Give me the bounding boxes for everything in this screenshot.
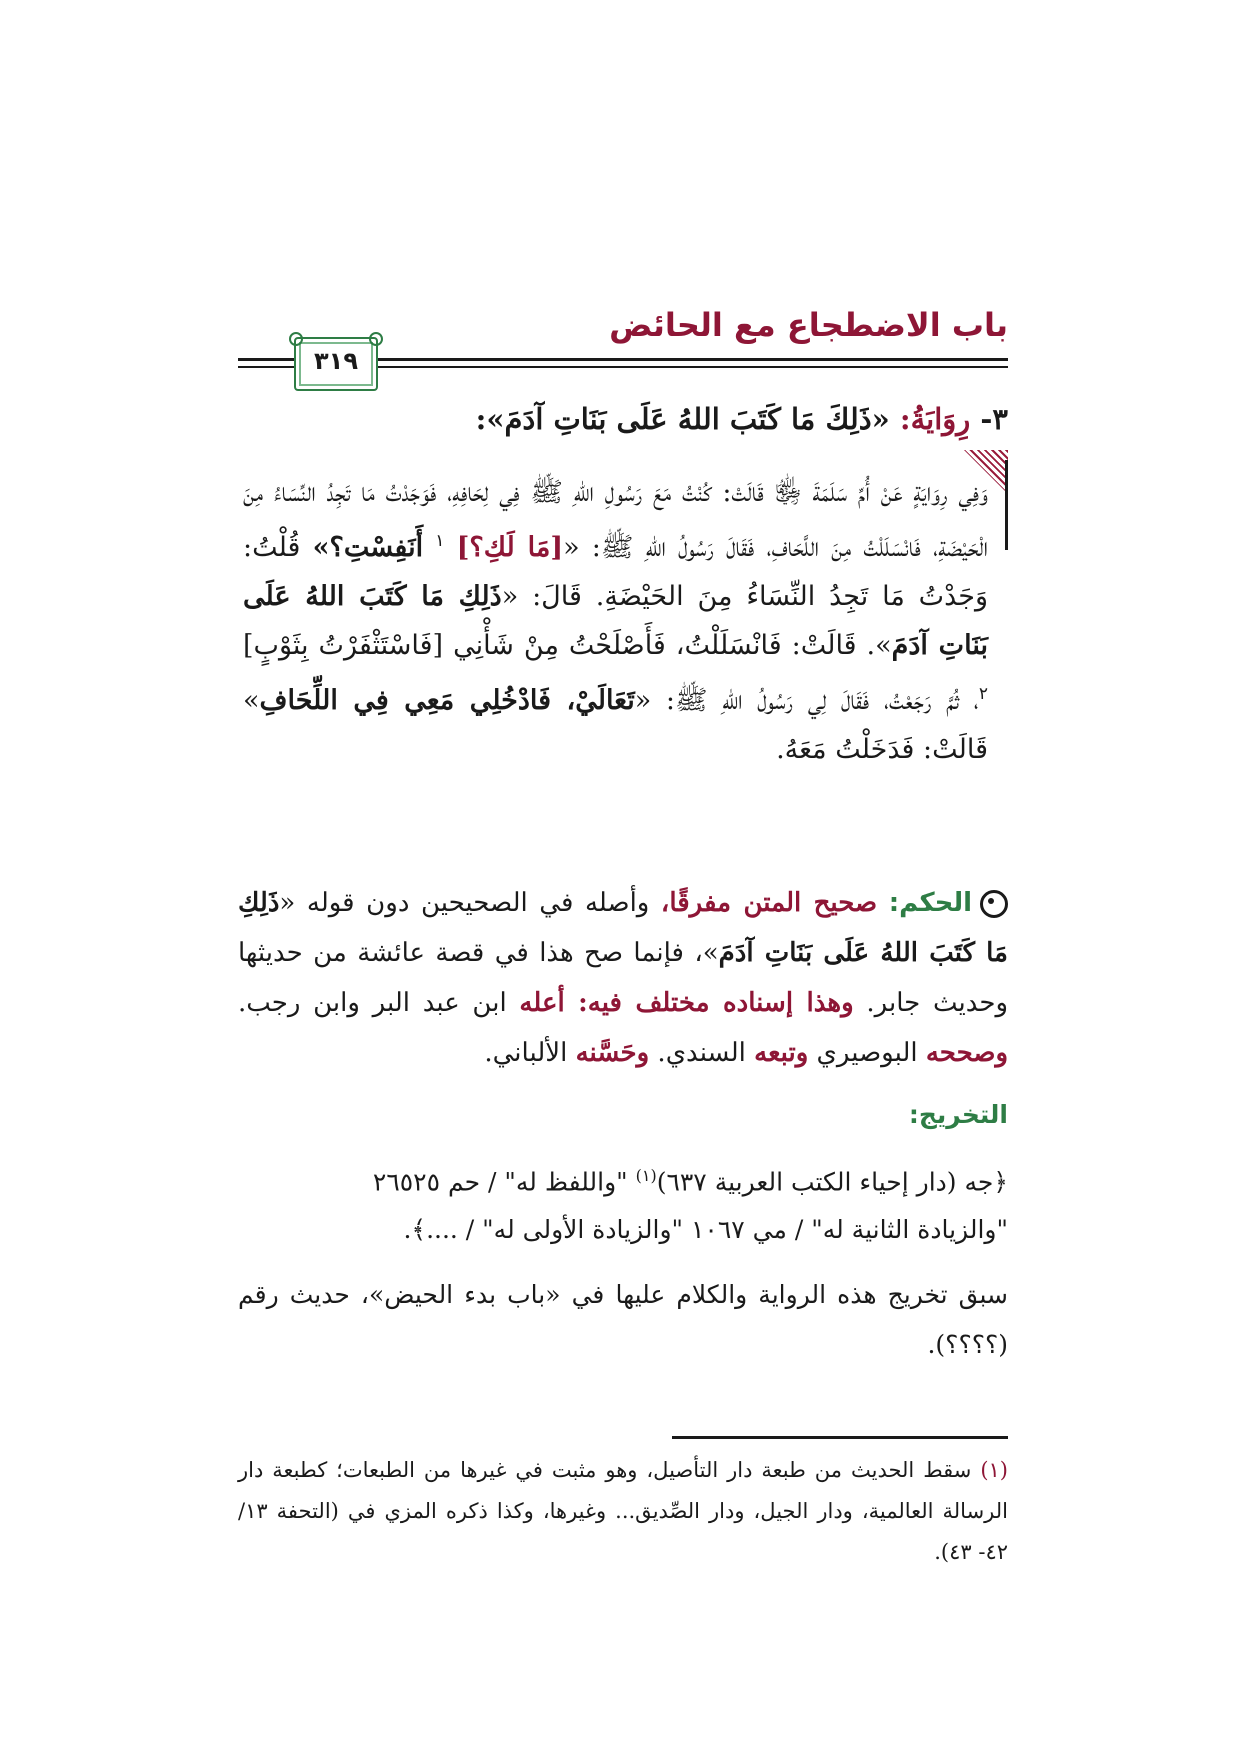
section-quote: «ذَلِكَ مَا كَتَبَ اللهُ عَلَى بَنَاتِ آدَمَ»: — [475, 402, 890, 436]
section-number: ٣- — [980, 402, 1008, 436]
hadith-quote: تَعَالَيْ، فَادْخُلِي مَعِي فِي اللِّحَافِ — [259, 685, 635, 716]
takhrij-text: ﴿جه (دار إحياء الكتب العربية ٦٣٧) — [656, 1167, 1008, 1197]
hadith-part: » قَالَتْ: فَدَخَلْتُ مَعَهُ. — [243, 685, 988, 765]
hadith-part: قُلْتُ: وَجَدْتُ مَا تَجِدُ النِّسَاءُ مِنَ الحَيْضَةِ. قَالَ: « — [243, 532, 988, 612]
footnote-text: سقط الحديث من طبعة دار التأصيل، وهو مثبت في غيرها من الطبعات؛ كطبعة دار الرسالة العالمية، ودار الجيل، ودار الصِّديق... وغيرها، وكذا ذكره المزي في (التحفة ١٣/ ٤٢- ٤٣). — [238, 1458, 1008, 1564]
ruling-label: الحكم: — [888, 888, 973, 918]
section-heading — [228, 402, 1008, 436]
ruling-highlight: وحَسَّنه — [575, 1038, 650, 1068]
footnote-ref: ٢ — [978, 684, 988, 704]
ruling-highlight: وصححه — [925, 1038, 1008, 1068]
ruling-text: السندي. — [649, 1038, 755, 1068]
ruling-text: ابن عبد البر وابن رجب. — [238, 988, 520, 1018]
takhrij-line — [238, 1152, 1008, 1206]
takhrij-text: "واللفظ له" / حم ٢٦٥٢٥ — [372, 1167, 636, 1197]
hadith-quote: ذَلِكِ مَا كَتَبَ اللهُ عَلَى بَنَاتِ آدَمَ — [243, 581, 988, 661]
footnote-ref: (١) — [635, 1166, 657, 1185]
section-label: رِوَايَةُ: — [899, 402, 971, 436]
hadith-block — [238, 450, 1008, 840]
ruling-highlight: وتبعه — [754, 1038, 809, 1068]
chapter-title: باب الاضطجاع مع الحائض — [609, 306, 1008, 344]
hadith-side-rule — [1005, 460, 1008, 550]
ruling-highlight: وهذا إسناده مختلف فيه: أعله — [519, 988, 854, 1018]
ruling-verdict: صحيح المتن مفرقًا، — [660, 888, 878, 918]
hadith-quote: أَنَفِسْتِ؟» — [312, 532, 424, 563]
takhrij-block — [238, 1152, 1008, 1254]
footnote-separator — [672, 1436, 1008, 1439]
hadith-part: وَفِي رِوَايَةٍ عَنْ أُمِّ سَلَمَةَ ﵂ قَالَتْ: كُنْتُ مَعَ رَسُولِ اللهِ ﷺ فِي لِحَافِهِ، فَوَجَدْتُ مَا تَجِدُ النِّسَاءُ مِنَ الْحَيْضَةِ، فَانْسَلَلْتُ مِنَ اللَّحَافِ، فَقَالَ رَسُولُ اللهِ ﷺ: « — [243, 477, 988, 563]
hadith-addition: [فَاسْتَثْفَرْتُ بِثَوْبٍ] — [243, 630, 444, 661]
footnote-number: (١) — [980, 1458, 1008, 1482]
page-number: ٣١٩ — [314, 347, 358, 375]
takhrij-heading: التخريج: — [908, 1100, 1008, 1129]
footnote-ref: ١ — [435, 531, 445, 551]
cross-reference-note: سبق تخريج هذه الرواية والكلام عليها في «باب بدء الحيض»، حديث رقم (؟؟؟؟). — [238, 1280, 1008, 1359]
hadith-part: ». قَالَتْ: فَانْسَلَلْتُ، فَأَصْلَحْتُ مِنْ شَأْنِي — [443, 630, 892, 661]
footnote — [238, 1450, 1008, 1573]
hadith-addition: [مَا لَكِ؟] — [456, 532, 564, 563]
takhrij-line: "والزيادة الثانية له" / مي ١٠٦٧ "والزيادة الأولى له" / ....﴾. — [403, 1215, 1008, 1245]
ruling-text: الألباني. — [484, 1038, 576, 1068]
page-number-frame — [294, 337, 378, 391]
ruling-text: »، فإنما صح هذا في قصة عائشة من حديثها وحديث جابر. — [238, 938, 1008, 1018]
ruling-text: البوصيري — [808, 1038, 926, 1068]
ruling-paragraph — [238, 878, 1008, 1078]
hadith-part: ، ثُمَّ رَجَعْتُ، فَقَالَ لِي رَسُولُ اللهِ ﷺ: « — [634, 685, 979, 716]
page-header — [238, 298, 1008, 388]
ruling-quote: ذَلِكِ مَا كَتَبَ اللهُ عَلَى بَنَاتِ آدَمَ — [238, 888, 1008, 968]
ruling-text: وأصله في الصحيحين دون قوله « — [279, 888, 661, 918]
flower-ornament-icon — [980, 890, 1008, 918]
hadith-text — [243, 468, 988, 774]
